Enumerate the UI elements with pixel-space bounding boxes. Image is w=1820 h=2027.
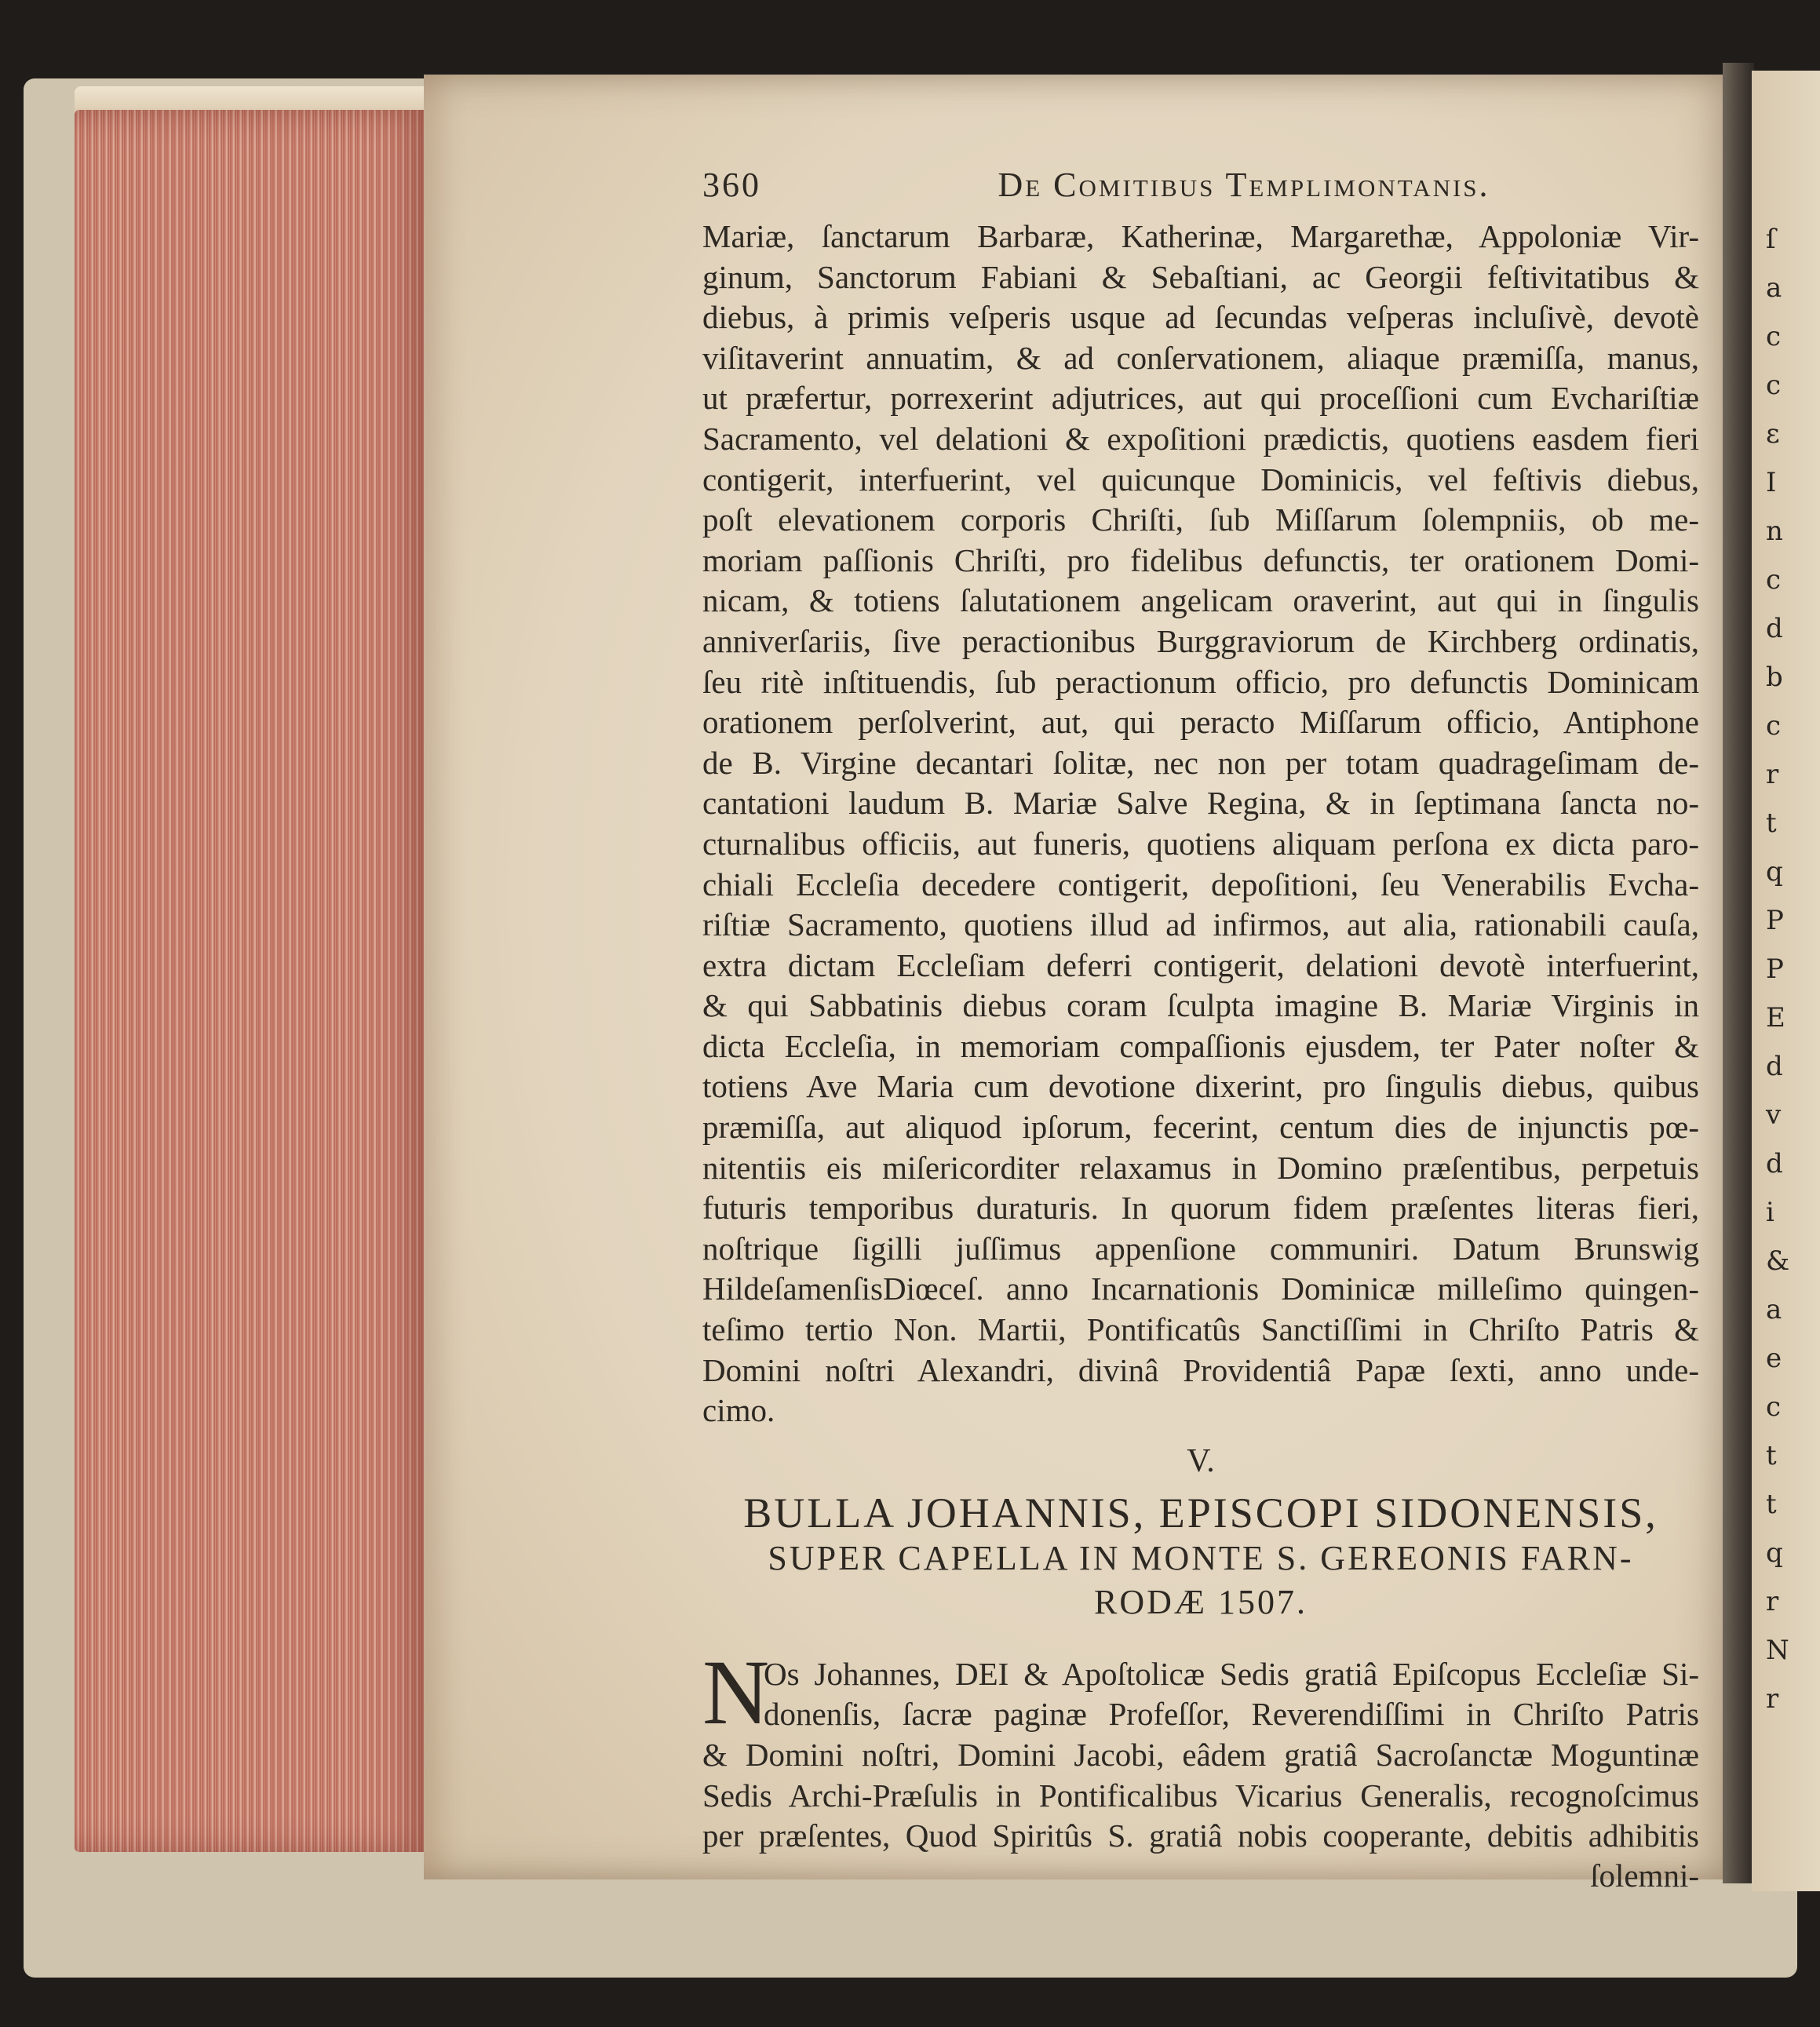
right-page-fragment: ſ bbox=[1766, 224, 1776, 255]
text-line: teſimo tertio Non. Martii, Pontificatûs Sanctiſſimi in Chriſto Patris & bbox=[702, 1311, 1699, 1348]
right-page-fragment: a bbox=[1766, 1294, 1782, 1325]
text-line: cantationi laudum B. Mariæ Salve Regina, & in ſeptimana ſancta no- bbox=[702, 785, 1699, 822]
book-gutter bbox=[1723, 63, 1754, 1883]
text-line: chiali Eccleſia decedere contigerit, depoſitioni, ſeu Venerabilis Evcha- bbox=[702, 866, 1699, 902]
text-line: noſtrique ſigilli juſſimus appenſione communiri. Datum Brunswig bbox=[702, 1230, 1699, 1267]
text-line: cimo. bbox=[702, 1392, 775, 1429]
text-line: futuris temporibus duraturis. In quorum fidem præſentes literas fieri, bbox=[702, 1190, 1699, 1227]
right-page-fragment: E bbox=[1766, 1002, 1785, 1034]
right-page-fragment: d bbox=[1766, 1051, 1783, 1082]
text-line: poſt elevationem corporis Chriſti, ſub Miſſarum ſolempniis, ob me- bbox=[702, 501, 1699, 538]
text-line: riſtiæ Sacramento, quotiens illud ad infirmos, aut alia, rationabili cauſa, bbox=[702, 906, 1699, 943]
decree-line: & Domini noſtri, Domini Jacobi, eâdem gratiâ Sacroſanctæ Moguntinæ bbox=[702, 1737, 1699, 1773]
text-line: dicta Eccleſia, in memoriam compaſſionis ejusdem, ter Pater noſter & bbox=[702, 1027, 1699, 1064]
right-page-fragment: t bbox=[1766, 808, 1777, 839]
right-page-fragment: N bbox=[1766, 1635, 1789, 1666]
text-line: ut præfertur, porrexerint adjutrices, aut qui proceſſioni cum Evchariſtiæ bbox=[702, 380, 1699, 417]
text-line: moriam paſſionis Chriſti, pro fidelibus defunctis, ter orationem Domi- bbox=[702, 541, 1699, 578]
right-page-fragment: ε bbox=[1766, 418, 1780, 450]
right-page-fragment: v bbox=[1766, 1099, 1782, 1131]
decree-line: Sedis Archi-Præſulis in Pontificalibus Vicarius Generalis, recognoſcimus bbox=[702, 1777, 1699, 1814]
right-page-fragment: r bbox=[1766, 1586, 1779, 1617]
right-page-fragment: c bbox=[1766, 564, 1782, 596]
text-line: Domini noſtri Alexandri, divinâ Providentiâ Papæ ſexti, anno unde- bbox=[702, 1351, 1699, 1388]
right-page-fragment: b bbox=[1766, 662, 1783, 693]
text-line: anniverſariis, ſive peractionibus Burggraviorum de Kirchberg ordinatis, bbox=[702, 622, 1699, 659]
text-line: contigerit, interfuerint, vel quicunque Dominicis, vel feſtivis diebus, bbox=[702, 461, 1699, 498]
right-page-fragment: d bbox=[1766, 1148, 1783, 1179]
section-title-line: SUPER CAPELLA IN MONTE S. GEREONIS FARN- bbox=[768, 1538, 1634, 1577]
right-page-sliver bbox=[1752, 71, 1820, 1891]
text-line: totiens Ave Maria cum devotione dixerint, pro ſingulis diebus, quibus bbox=[702, 1068, 1699, 1105]
right-page-fragment: & bbox=[1766, 1245, 1790, 1277]
decree-text bbox=[702, 1640, 1699, 1857]
running-head bbox=[702, 165, 1699, 212]
text-line: de B. Virgine decantari ſolitæ, nec non per totam quadrageſimam de- bbox=[702, 744, 1699, 781]
right-page-fragment: r bbox=[1766, 759, 1779, 790]
right-page-fragment: e bbox=[1766, 1343, 1782, 1374]
decree-line: donenſis, ſacræ paginæ Profeſſor, Reverendiſſimi in Chriſto Patris bbox=[764, 1696, 1699, 1733]
text-line: cturnalibus officiis, aut funeris, quotiens aliquam perſona ex dicta paro- bbox=[702, 825, 1699, 862]
text-line: ſeu ritè inſtituendis, ſub peractionum officio, pro defunctis Dominicam bbox=[702, 663, 1699, 700]
right-page-fragment: t bbox=[1766, 1440, 1777, 1471]
right-page-fragment: a bbox=[1766, 272, 1782, 304]
text-line: & qui Sabbatinis diebus coram ſculpta imagine B. Mariæ Virginis in bbox=[702, 987, 1699, 1024]
body-text bbox=[702, 217, 1699, 1431]
text-line: nitentiis eis miſericorditer relaxamus in Domino præſentibus, perpetuis bbox=[702, 1149, 1699, 1186]
page-text bbox=[702, 165, 1699, 1894]
text-line: nicam, & totiens ſalutationem angelicam oraverint, aut qui in ſingulis bbox=[702, 582, 1699, 619]
right-page-fragment: q bbox=[1766, 856, 1783, 888]
decree-line: per præſentes, Quod Spiritûs S. gratiâ nobis cooperante, debitis adhibitis bbox=[702, 1817, 1699, 1854]
right-page-fragment: P bbox=[1766, 953, 1784, 985]
text-line: diebus, à primis veſperis usque ad ſecundas veſperas incluſivè, devotè bbox=[702, 299, 1699, 336]
right-page-fragment: r bbox=[1766, 1683, 1779, 1715]
text-line: Mariæ, ſanctarum Barbaræ, Katherinæ, Margarethæ, Appoloniæ Vir- bbox=[702, 218, 1699, 254]
right-page-fragment: c bbox=[1766, 370, 1782, 401]
page-number: 360 bbox=[702, 166, 761, 204]
section-title-line: BULLA JOHANNIS, EPISCOPI SIDONENSIS, bbox=[743, 1489, 1658, 1537]
drop-cap: N bbox=[702, 1640, 770, 1744]
right-page-fragment: n bbox=[1766, 516, 1783, 547]
text-line: viſitaverint annuatim, & ad conſervationem, aliaque præmiſſa, manus, bbox=[702, 339, 1699, 376]
red-page-edges bbox=[75, 110, 436, 1852]
section-title-line: RODÆ 1507. bbox=[1093, 1582, 1308, 1621]
text-line: ginum, Sanctorum Fabiani & Sebaſtiani, ac Georgii feſtivitatibus & bbox=[702, 258, 1699, 295]
text-line: HildeſamenſisDiœceſ. anno Incarnationis Dominicæ milleſimo quingen- bbox=[702, 1271, 1699, 1307]
right-page-fragment: I bbox=[1766, 467, 1777, 498]
running-title: De Comitibus Templimontanis. bbox=[998, 166, 1490, 204]
right-page-fragment: i bbox=[1766, 1197, 1774, 1228]
right-page-fragment: d bbox=[1766, 613, 1783, 644]
right-page-fragment: c bbox=[1766, 710, 1782, 742]
text-line: orationem perſolverint, aut, qui peracto Miſſarum officio, Antiphone bbox=[702, 704, 1699, 741]
decree-line: Os Johannes, DEI & Apoſtolicæ Sedis gratiâ Epiſcopus Eccleſiæ Si- bbox=[764, 1655, 1699, 1692]
section-title bbox=[702, 1489, 1699, 1624]
catchword: ſolemni- bbox=[1590, 1857, 1699, 1894]
right-page-fragment: c bbox=[1766, 1391, 1782, 1423]
right-page-fragment: t bbox=[1766, 1489, 1777, 1520]
right-page-fragment: q bbox=[1766, 1537, 1783, 1569]
text-line: Sacramento, vel delationi & expoſitioni prædictis, quotiens easdem fieri bbox=[702, 420, 1699, 457]
text-line: extra dictam Eccleſiam deferri contigerit, delationi devotè interfuerint, bbox=[702, 946, 1699, 983]
right-page-fragment: P bbox=[1766, 905, 1784, 936]
text-line: præmiſſa, aut aliquod ipſorum, fecerint, centum dies de injunctis pœ- bbox=[702, 1109, 1699, 1146]
section-number: V. bbox=[1187, 1442, 1215, 1479]
right-page-fragment: c bbox=[1766, 321, 1782, 352]
